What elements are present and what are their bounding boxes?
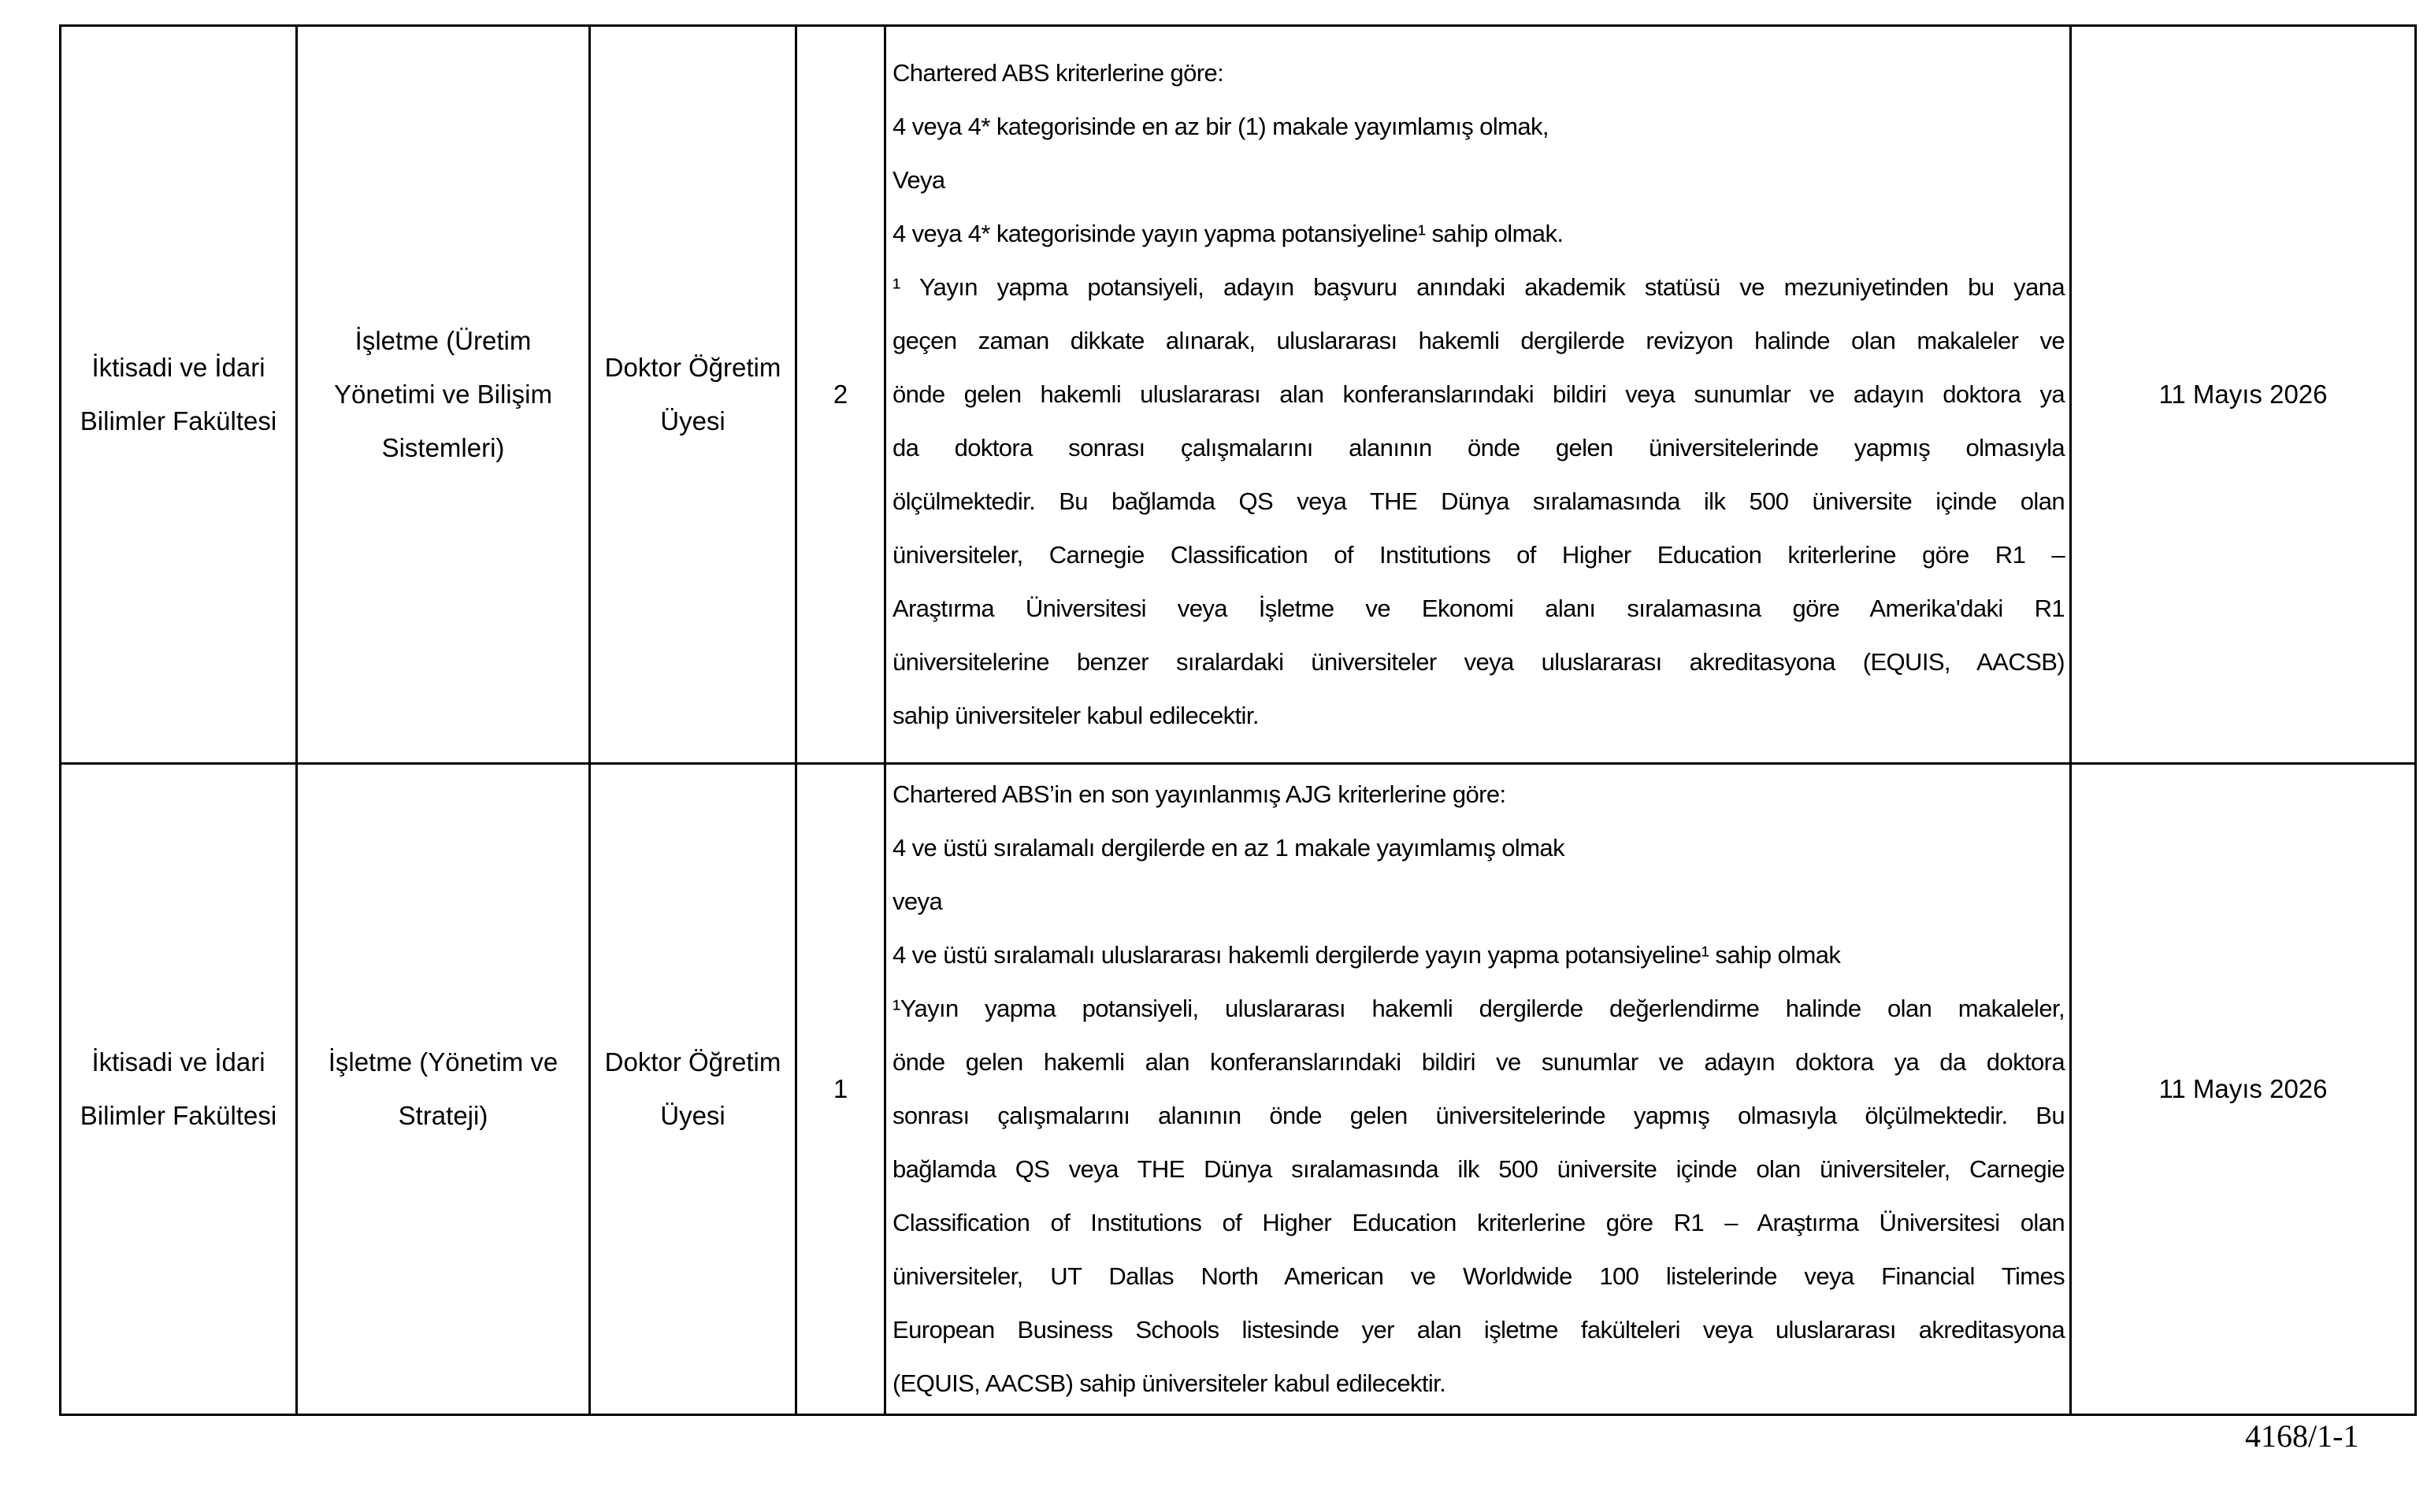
criteria-line: bağlamda QS veya THE Dünya sıralamasında ilk 500 üniversite içinde olan üniversiteler, Carnegie xyxy=(892,1155,2065,1183)
table-row xyxy=(61,764,2416,1415)
criteria-line: (EQUIS, AACSB) sahip üniversiteler kabul edilecektir. xyxy=(892,1369,1446,1397)
criteria-line: Classification of Institutions of Higher Education kriterlerine göre R1 – Araştırma Üniversitesi olan xyxy=(892,1209,2065,1236)
faculty-cell-line: Bilimler Fakültesi xyxy=(80,406,277,435)
title-cell-line: Doktor Öğretim xyxy=(604,1047,781,1077)
faculty-cell xyxy=(61,764,297,1415)
department-cell-line: İşletme (Üretim xyxy=(354,326,532,355)
faculty-cell-line: Bilimler Fakültesi xyxy=(80,1101,277,1130)
criteria-line: ölçülmektedir. Bu bağlamda QS veya THE Dünya sıralamasında ilk 500 üniversite içinde olan xyxy=(892,487,2065,515)
department-cell-line: Sistemleri) xyxy=(381,433,505,462)
criteria-line: veya xyxy=(892,888,943,915)
count-cell: 1 xyxy=(796,764,885,1415)
criteria-line: ¹ Yayın yapma potansiyeli, adayın başvuru anındaki akademik statüsü ve mezuniyetinden bu yana xyxy=(892,273,2065,301)
page-number: 4168/1-1 xyxy=(2245,1418,2359,1454)
title-cell-line: Üyesi xyxy=(660,1101,726,1130)
criteria-line: Veya xyxy=(892,166,945,194)
title-cell-line: Üyesi xyxy=(660,406,726,435)
criteria-line: sahip üniversiteler kabul edilecektir. xyxy=(892,702,1259,729)
criteria-cell xyxy=(885,26,2071,764)
department-cell-line: Yönetimi ve Bilişim xyxy=(334,380,552,409)
faculty-cell xyxy=(61,26,297,764)
criteria-line: önde gelen hakemli alan konferanslarındaki bildiri ve sunumlar ve adayın doktora ya da doktora xyxy=(892,1048,2065,1076)
criteria-line: Chartered ABS kriterlerine göre: xyxy=(892,59,1224,87)
table-row xyxy=(61,26,2416,764)
faculty-cell-line: İktisadi ve İdari xyxy=(91,353,265,382)
title-cell xyxy=(590,26,796,764)
title-cell xyxy=(590,764,796,1415)
criteria-line: 4 veya 4* kategorisinde en az bir (1) makale yayımlamış olmak, xyxy=(892,113,1549,140)
department-cell xyxy=(297,26,590,764)
criteria-line: ¹Yayın yapma potansiyeli, uluslararası hakemli dergilerde değerlendirme halinde olan makaleler, xyxy=(892,995,2065,1022)
date-cell: 11 Mayıs 2026 xyxy=(2071,26,2416,764)
criteria-cell xyxy=(885,764,2071,1415)
criteria-line: Araştırma Üniversitesi veya İşletme ve Ekonomi alanı sıralamasına göre Amerika'daki R1 xyxy=(892,595,2065,622)
criteria-line: önde gelen hakemli uluslararası alan konferanslarındaki bildiri veya sunumlar ve adayın doktora ya xyxy=(892,380,2065,408)
department-cell xyxy=(297,764,590,1415)
criteria-line: European Business Schools listesinde yer alan işletme fakülteleri veya uluslararası akreditasyona xyxy=(892,1316,2065,1343)
criteria-line: sonrası çalışmalarını alanının önde gelen üniversitelerinde yapmış olmasıyla ölçülmektedir. Bu xyxy=(892,1102,2065,1129)
criteria-line: geçen zaman dikkate alınarak, uluslararası hakemli dergilerde revizyon halinde olan makaleler ve xyxy=(892,327,2065,354)
count-cell: 2 xyxy=(796,26,885,764)
department-cell-line: Strateji) xyxy=(398,1101,488,1130)
criteria-line: 4 ve üstü sıralamalı dergilerde en az 1 makale yayımlamış olmak xyxy=(892,834,1564,862)
criteria-line: Chartered ABS’in en son yayınlanmış AJG kriterlerine göre: xyxy=(892,780,1506,808)
criteria-line: da doktora sonrası çalışmalarını alanının önde gelen üniversitelerinde yapmış olmasıyla xyxy=(892,434,2065,461)
criteria-line: 4 ve üstü sıralamalı uluslararası hakemli dergilerde yayın yapma potansiyeline¹ sahip olmak xyxy=(892,941,1841,969)
faculty-cell-line: İktisadi ve İdari xyxy=(91,1047,265,1077)
criteria-line: üniversiteler, UT Dallas North American ve Worldwide 100 listelerinde veya Financial Times xyxy=(892,1262,2065,1290)
department-cell-line: İşletme (Yönetim ve xyxy=(328,1047,559,1077)
date-cell: 11 Mayıs 2026 xyxy=(2071,764,2416,1415)
title-cell-line: Doktor Öğretim xyxy=(604,353,781,382)
criteria-line: üniversitelerine benzer sıralardaki üniversiteler veya uluslararası akreditasyona (EQUIS, AACSB) xyxy=(892,648,2065,676)
positions-table xyxy=(59,24,2417,1416)
criteria-line: 4 veya 4* kategorisinde yayın yapma potansiyeline¹ sahip olmak. xyxy=(892,220,1564,247)
criteria-line: üniversiteler, Carnegie Classification of Institutions of Higher Education kriterlerine göre R1 – xyxy=(892,541,2065,569)
